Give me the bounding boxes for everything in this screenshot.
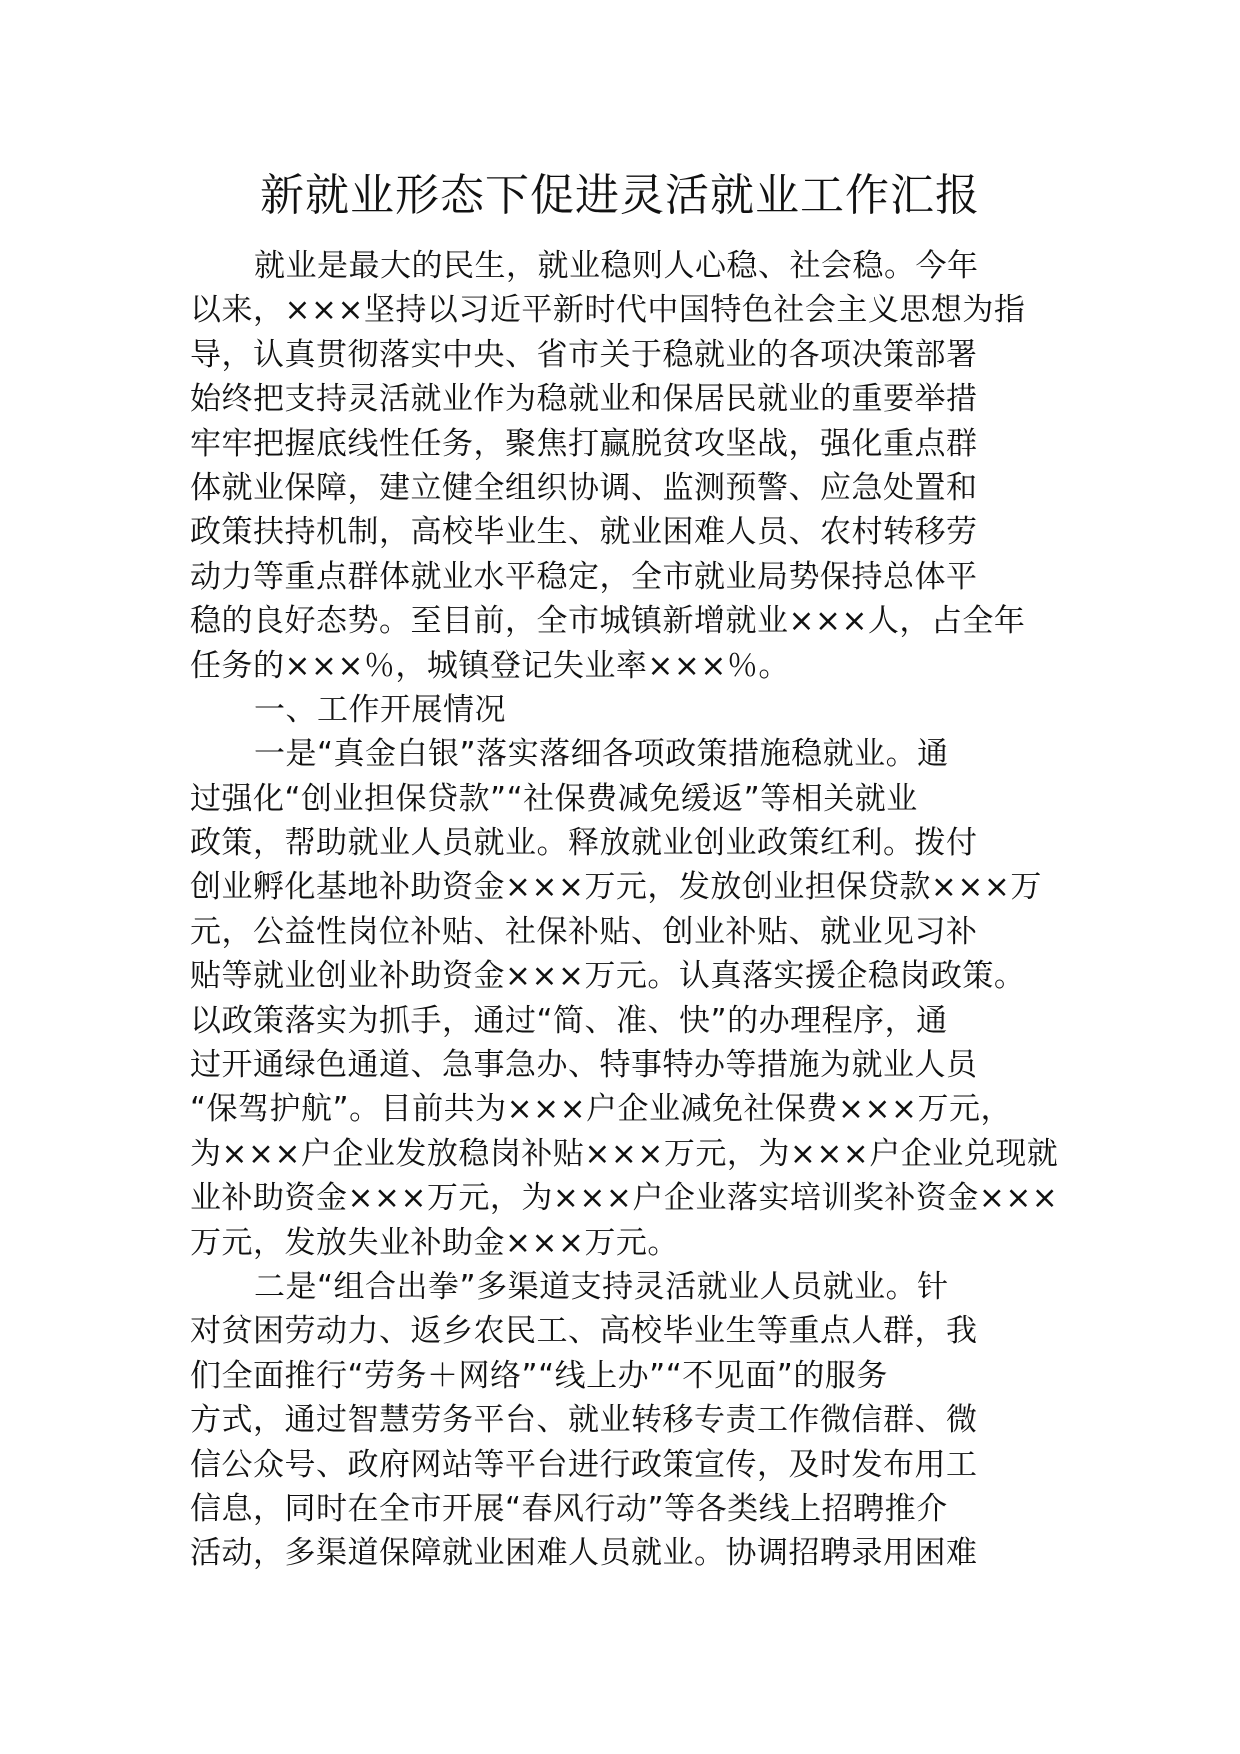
text-line: 以政策落实为抓手，通过“简、准、快”的办理程序，通 [190, 1002, 948, 1039]
text-line: 方式，通过智慧劳务平台、就业转移专责工作微信群、微 [190, 1402, 978, 1439]
document-body [190, 244, 1060, 1576]
text-line: 就业是最大的民生，就业稳则人心稳、社会稳。今年 [254, 248, 979, 284]
text-line: 业补助资金×××万元，为×××户企业落实培训奖补资金××× [190, 1180, 1059, 1217]
text-line: 们全面推行“劳务＋网络”“线上办”“不见面”的服务 [190, 1357, 888, 1394]
text-line: 体就业保障，建立健全组织协调、监测预警、应急处置和 [190, 469, 978, 506]
text-line: 二是“组合出拳”多渠道支持灵活就业人员就业。针 [254, 1268, 949, 1305]
text-line: 政策，帮助就业人员就业。释放就业创业政策红利。拨付 [190, 825, 978, 862]
text-line: 贴等就业创业补助资金×××万元。认真落实援企稳岗政策。 [190, 958, 1026, 995]
text-line: 一是“真金白银”落实落细各项政策措施稳就业。通 [254, 736, 949, 773]
text-line: 导，认真贯彻落实中央、省市关于稳就业的各项决策部署 [190, 336, 978, 373]
text-line: 政策扶持机制，高校毕业生、就业困难人员、农村转移劳 [190, 514, 978, 551]
text-line: 过强化“创业担保贷款”“社保费减免缓返”等相关就业 [190, 780, 918, 817]
text-line: 信息，同时在全市开展“春风行动”等各类线上招聘推介 [190, 1490, 948, 1527]
text-line: 一、工作开展情况 [254, 691, 506, 728]
text-line: 任务的×××％，城镇登记失业率×××％。 [190, 647, 790, 684]
document-title: 新就业形态下促进灵活就业工作汇报 [260, 170, 980, 221]
text-line: 过开通绿色通道、急事急办、特事特办等措施为就业人员 [190, 1047, 978, 1084]
text-line: 以来，×××坚持以习近平新时代中国特色社会主义思想为指 [190, 292, 1026, 329]
text-line: 始终把支持灵活就业作为稳就业和保居民就业的重要举措 [190, 381, 978, 418]
text-line: 活动，多渠道保障就业困难人员就业。协调招聘录用困难 [190, 1535, 978, 1572]
text-line: 万元，发放失业补助金×××万元。 [190, 1224, 679, 1261]
text-line: “保驾护航”。目前共为×××户企业减免社保费×××万元， [190, 1091, 1012, 1128]
text-line: 元，公益性岗位补贴、社保补贴、创业补贴、就业见习补 [190, 913, 978, 950]
text-line: 信公众号、政府网站等平台进行政策宣传，及时发布用工 [190, 1446, 978, 1483]
text-line: 稳的良好态势。至目前，全市城镇新增就业×××人，占全年 [190, 603, 1026, 640]
text-line: 创业孵化基地补助资金×××万元，发放创业担保贷款×××万 [190, 869, 1042, 906]
text-line: 动力等重点群体就业水平稳定，全市就业局势保持总体平 [190, 558, 978, 595]
text-line: 为×××户企业发放稳岗补贴×××万元，为×××户企业兑现就 [190, 1135, 1059, 1172]
text-line: 对贫困劳动力、返乡农民工、高校毕业生等重点人群，我 [190, 1313, 978, 1350]
text-line: 牢牢把握底线性任务，聚焦打赢脱贫攻坚战，强化重点群 [190, 425, 978, 462]
